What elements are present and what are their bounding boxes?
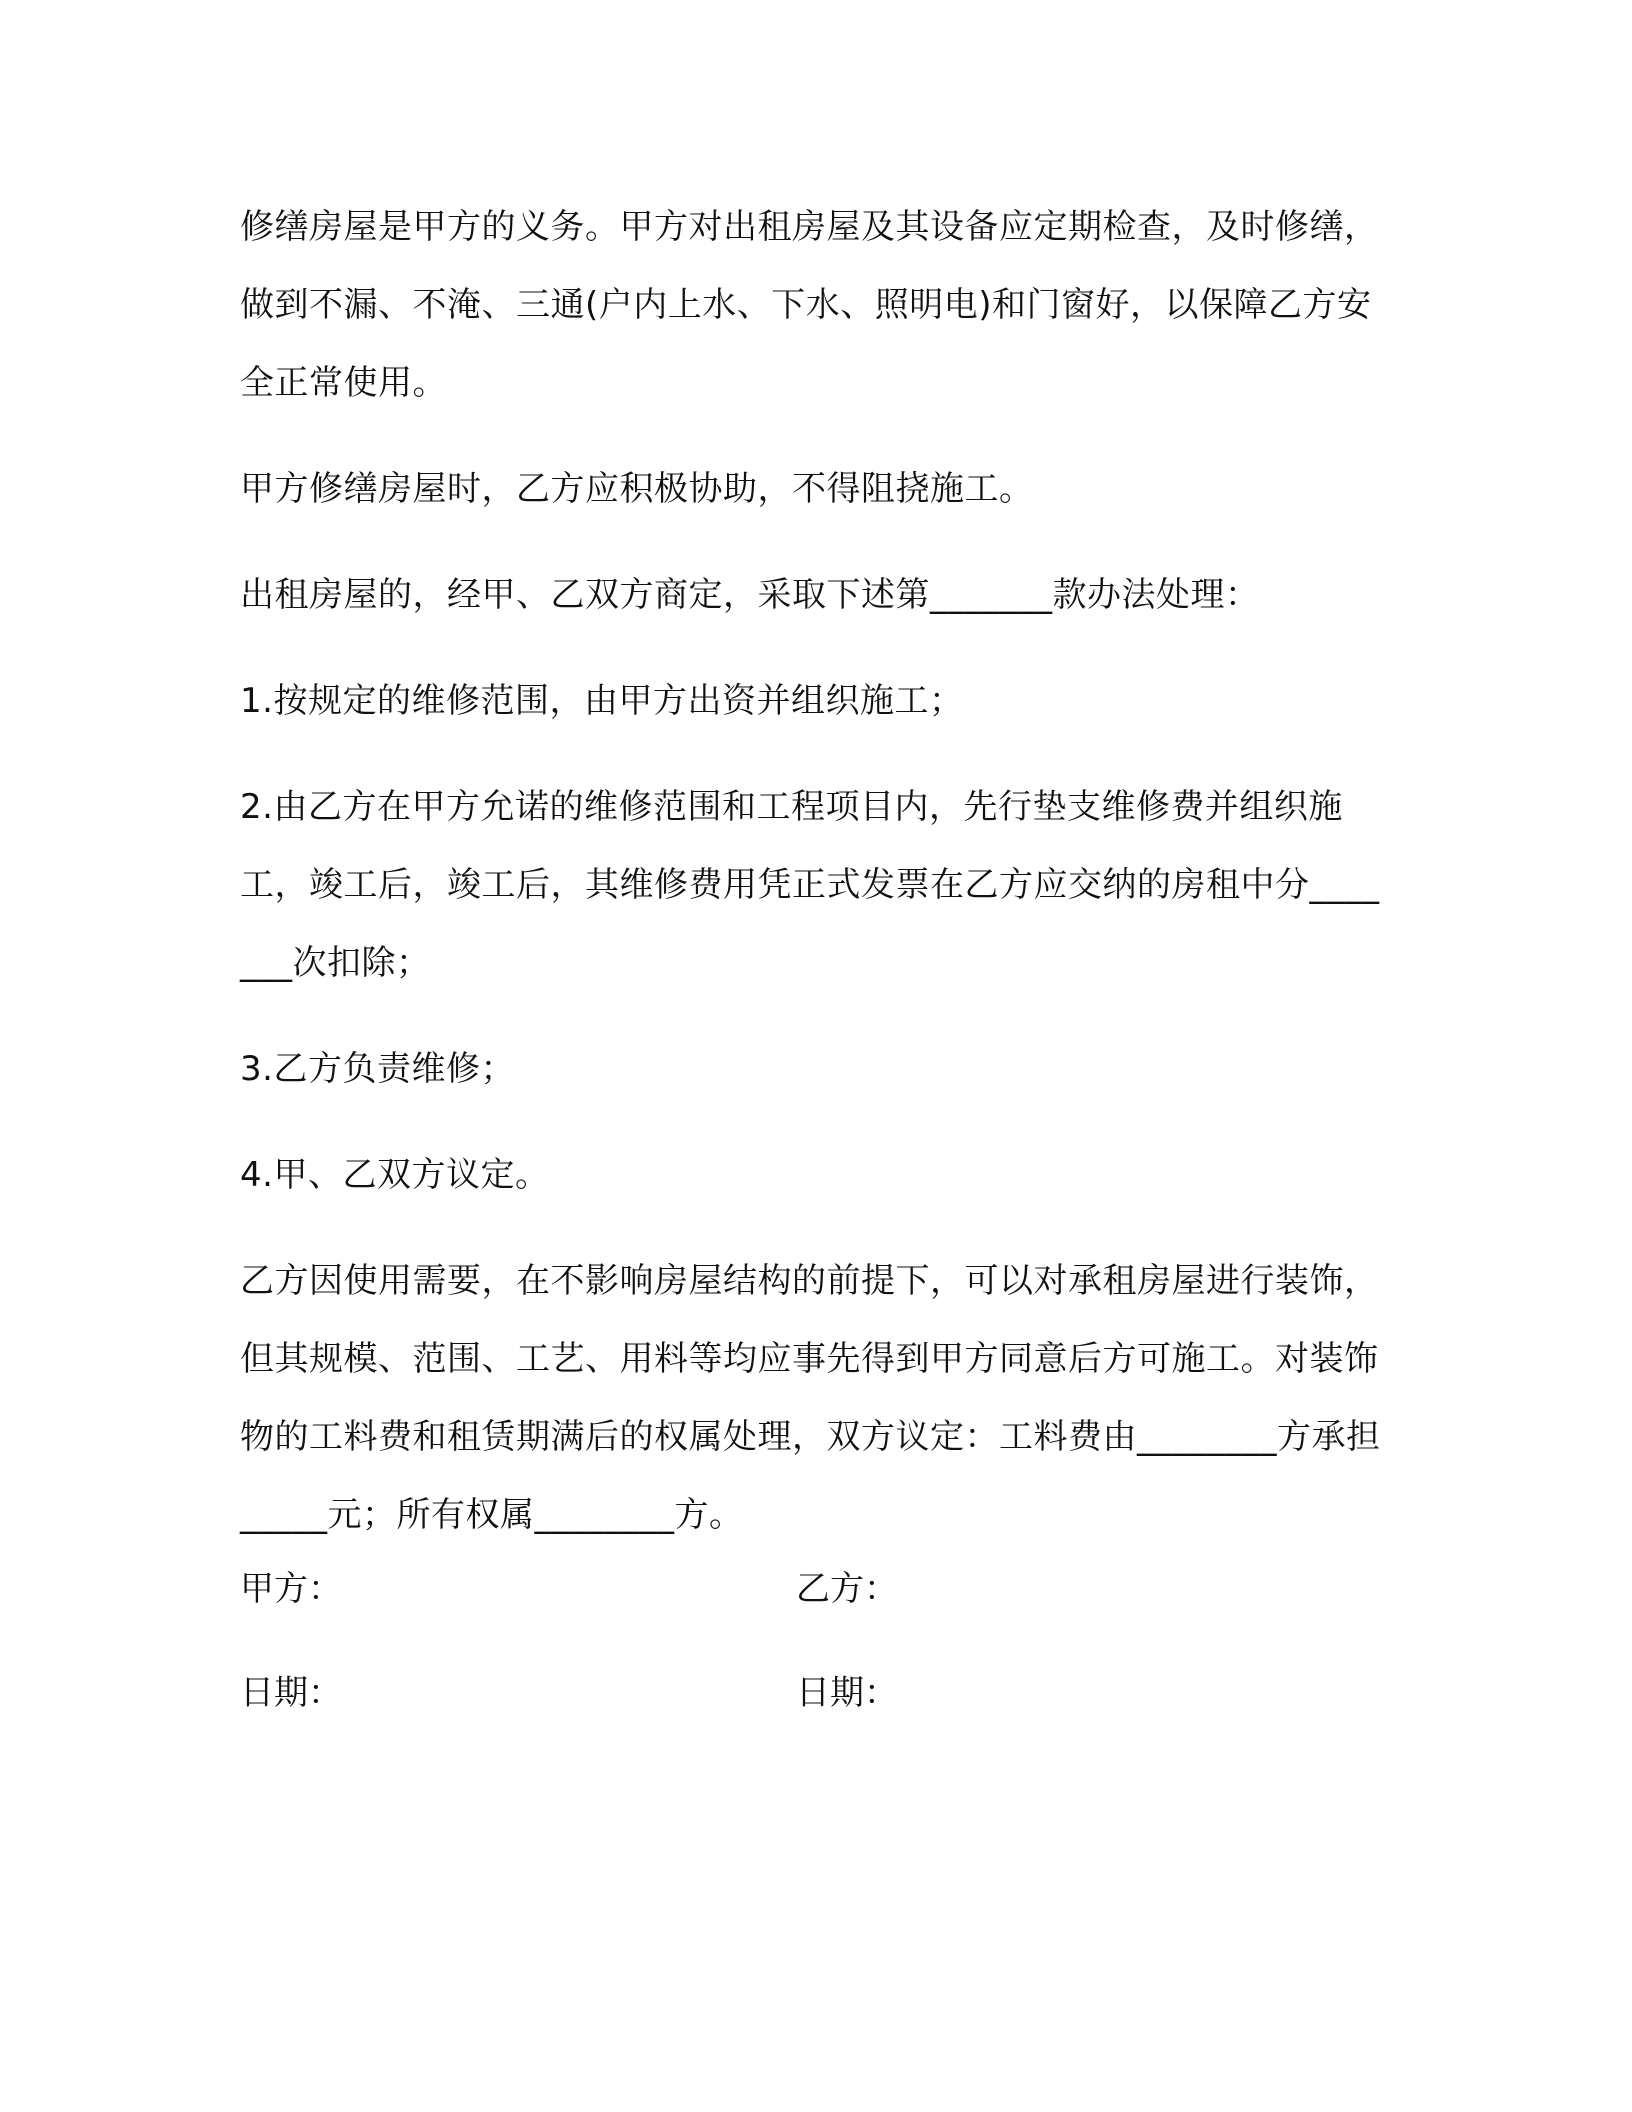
list-item-option-2: 2.由乙方在甲方允诺的维修范围和工程项目内，先行垫支维修费并组织施工，竣工后，竣工后，其维修费用凭正式发票在乙方应交纳的房租中分_______次扣除； (240, 787, 1380, 983)
party-a-label: 甲方： (240, 1569, 342, 1609)
paragraph-decoration: 乙方因使用需要，在不影响房屋结构的前提下，可以对承租房屋进行装饰，但其规模、范围、工艺、用料等均应事先得到甲方同意后方可施工。对装饰物的工料费和租赁期满后的权属处理，双方议定：工料费由________方承担_____元；所有权属________方。 (240, 1261, 1381, 1535)
list-item-option-1: 1.按规定的维修范围，由甲方出资并组织施工； (240, 681, 964, 721)
party-b-label: 乙方： (796, 1569, 898, 1609)
paragraph-handling-method: 出租房屋的，经甲、乙双方商定，采取下述第_______款办法处理： (240, 575, 1260, 615)
contract-body (240, 188, 1390, 1582)
list-item-option-3: 3.乙方负责维修； (240, 1049, 515, 1089)
list-item-option-4: 4.甲、乙双方议定。 (240, 1155, 550, 1195)
signature-row (240, 1550, 1390, 1628)
date-a-label: 日期： (240, 1673, 342, 1713)
date-b-label: 日期： (796, 1673, 898, 1713)
paragraph-cooperation: 甲方修缮房屋时，乙方应积极协助，不得阻挠施工。 (240, 469, 1034, 509)
paragraph-repair-obligation: 修缮房屋是甲方的义务。甲方对出租房屋及其设备应定期检查，及时修缮，做到不漏、不淹、三通(户内上水、下水、照明电)和门窗好，以保障乙方安全正常使用。 (240, 207, 1379, 403)
date-row (240, 1654, 1390, 1732)
